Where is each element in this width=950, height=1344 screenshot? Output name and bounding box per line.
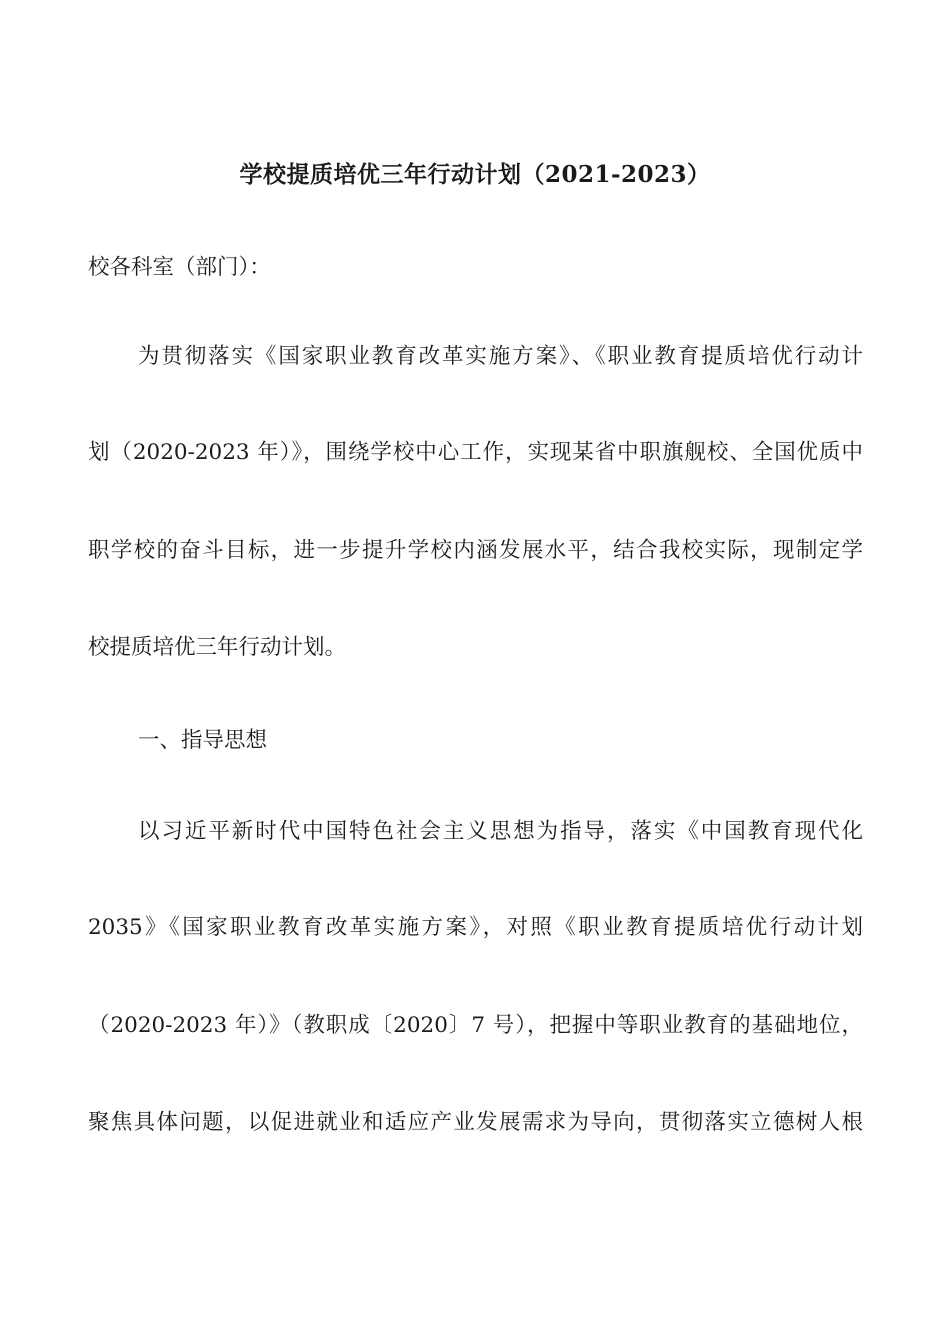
salutation: 校各科室（部门）： xyxy=(88,255,271,280)
intro-line-3: 职学校的奋斗目标，进一步提升学校内涵发展水平，结合我校实际，现制定学 xyxy=(88,538,863,563)
intro-line-1: 为贯彻落实《国家职业教育改革实施方案》、《职业教育提质培优行动计 xyxy=(138,344,863,369)
section-1-line-3: （2020-2023 年）》（教职成〔2020〕7 号），把握中等职业教育的基础地位， xyxy=(88,1013,863,1038)
intro-line-4: 校提质培优三年行动计划。 xyxy=(88,635,347,660)
section-1-line-4: 聚焦具体问题，以促进就业和适应产业发展需求为导向，贯彻落实立德树人根 xyxy=(88,1110,863,1135)
intro-line-2: 划（2020-2023 年）》，围绕学校中心工作，实现某省中职旗舰校、全国优质中 xyxy=(88,440,863,465)
section-1-line-1: 以习近平新时代中国特色社会主义思想为指导，落实《中国教育现代化 xyxy=(138,819,863,844)
document-title: 学校提质培优三年行动计划（2021-2023） xyxy=(239,161,711,188)
section-1-line-2: 2035》《国家职业教育改革实施方案》，对照《职业教育提质培优行动计划 xyxy=(88,915,863,940)
section-1-heading: 一、指导思想 xyxy=(138,728,268,753)
